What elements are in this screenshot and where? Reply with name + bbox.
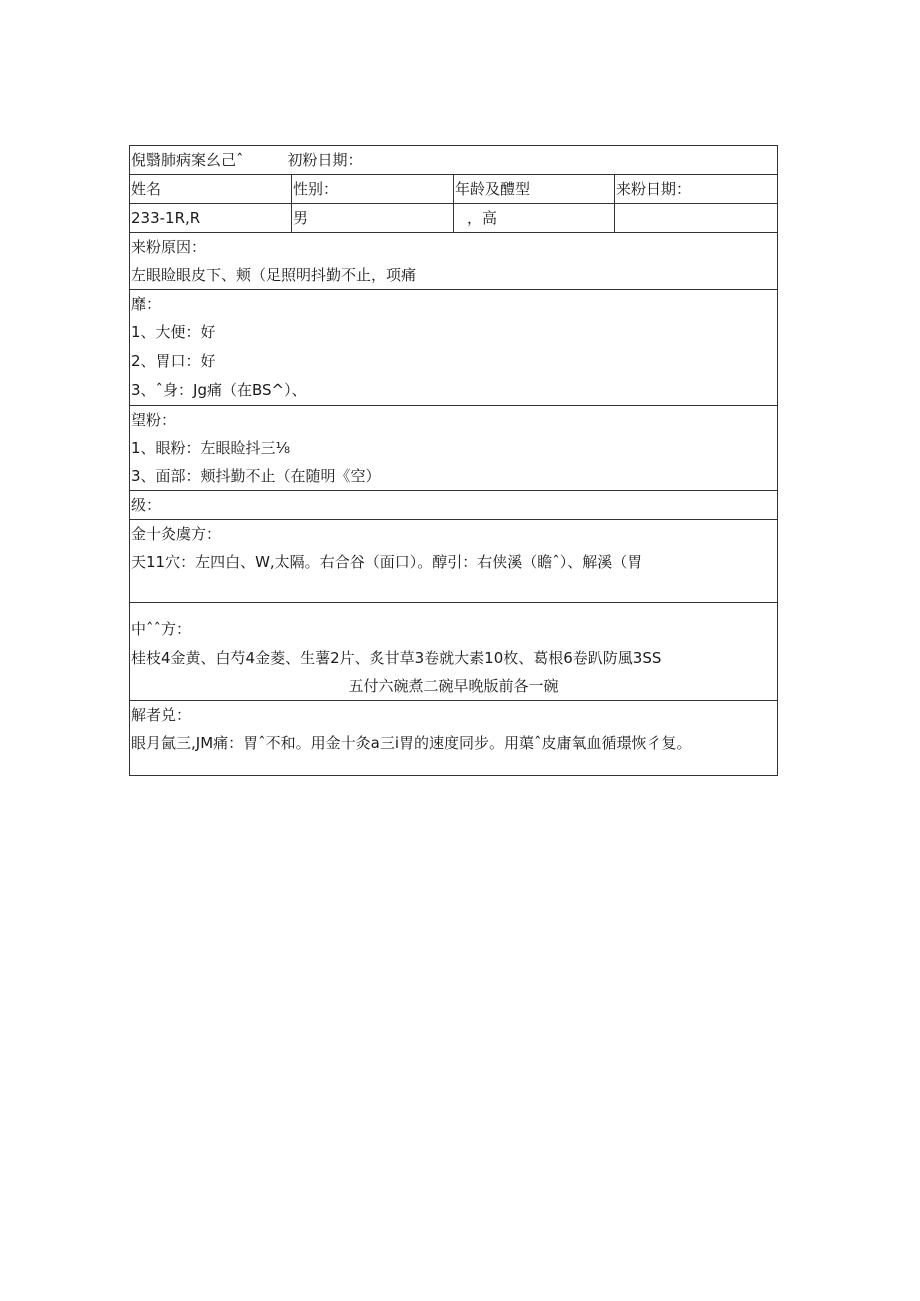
level-label: 级： xyxy=(130,491,778,520)
inquiry-item: 3、ˆ身：Jg痛（在BS^）、 xyxy=(131,381,307,399)
age-value-text: ，高 xyxy=(467,209,498,227)
level-row xyxy=(130,491,778,520)
observe-item: 1、眼粉：左眼睑抖三⅛ xyxy=(131,439,291,457)
info-values-row xyxy=(130,204,778,233)
name-value: 233-1R,R xyxy=(130,204,292,233)
herbal-row xyxy=(130,603,778,701)
medical-record-table xyxy=(129,145,778,776)
observe-label: 望粉： xyxy=(131,411,177,429)
acupuncture-row xyxy=(130,520,778,603)
reason-label: 来粉原因： xyxy=(131,238,207,256)
inquiry-row xyxy=(130,290,778,406)
gender-label: 性别： xyxy=(292,175,454,204)
acupuncture-blank xyxy=(131,576,776,602)
name-label: 姓名 xyxy=(130,175,292,204)
herbal-top-gap xyxy=(131,603,776,615)
observe-cell xyxy=(130,406,778,491)
reason-cell xyxy=(130,233,778,290)
herbal-label: 中ˆˆ方： xyxy=(131,620,192,638)
info-labels-row xyxy=(130,175,778,204)
visit-date-value xyxy=(615,204,778,233)
inquiry-item: 2、胃口：好 xyxy=(131,352,216,370)
explanation-blank xyxy=(131,757,776,775)
header-cell xyxy=(130,146,778,175)
age-body-type-label: 年龄及醴型 xyxy=(454,175,615,204)
visit-date-label: 来粉日期： xyxy=(615,175,778,204)
inquiry-label: 靡： xyxy=(131,295,162,313)
observe-row xyxy=(130,406,778,491)
reason-text: 左眼睑眼皮下、颊（足照明抖勤不止，项痛 xyxy=(131,266,417,284)
acupuncture-label: 金十灸虞方： xyxy=(131,525,222,543)
acupuncture-text: 天11穴：左四白、W,太隔。右合谷（面口）。醇引：右侠溪（瞻ˆ）、解溪（胃 xyxy=(131,553,643,571)
inquiry-cell xyxy=(130,290,778,406)
observe-item: 3、面部：颊抖勤不止（在随明《空） xyxy=(131,467,381,485)
herbal-cell xyxy=(130,603,778,701)
explanation-label: 解者兑： xyxy=(131,706,192,724)
inquiry-item: 1、大便：好 xyxy=(131,323,216,341)
record-title: 倪翳肺病案幺己ˆ xyxy=(131,151,244,169)
herbal-text: 桂枝4金黄、白芍4金菱、生薯2片、炙甘草3卷就大素10枚、葛根6卷趴防風3SS xyxy=(131,649,662,667)
age-value xyxy=(454,204,615,233)
explanation-row xyxy=(130,701,778,776)
header-row xyxy=(130,146,778,175)
gender-value: 男 xyxy=(292,204,454,233)
explanation-text: 眼月氤三,JM痛：胃ˆ不和。用金十灸a三i胃的速度同步。用蕖ˆ皮庸氧血循璟恢彳复。 xyxy=(131,734,692,752)
acupuncture-cell xyxy=(130,520,778,603)
reason-row xyxy=(130,233,778,290)
first-visit-date-label: 初粉日期： xyxy=(287,151,363,169)
explanation-cell xyxy=(130,701,778,776)
herbal-instruction: 五付六碗煮二碗早晚版前各一碗 xyxy=(348,677,559,695)
